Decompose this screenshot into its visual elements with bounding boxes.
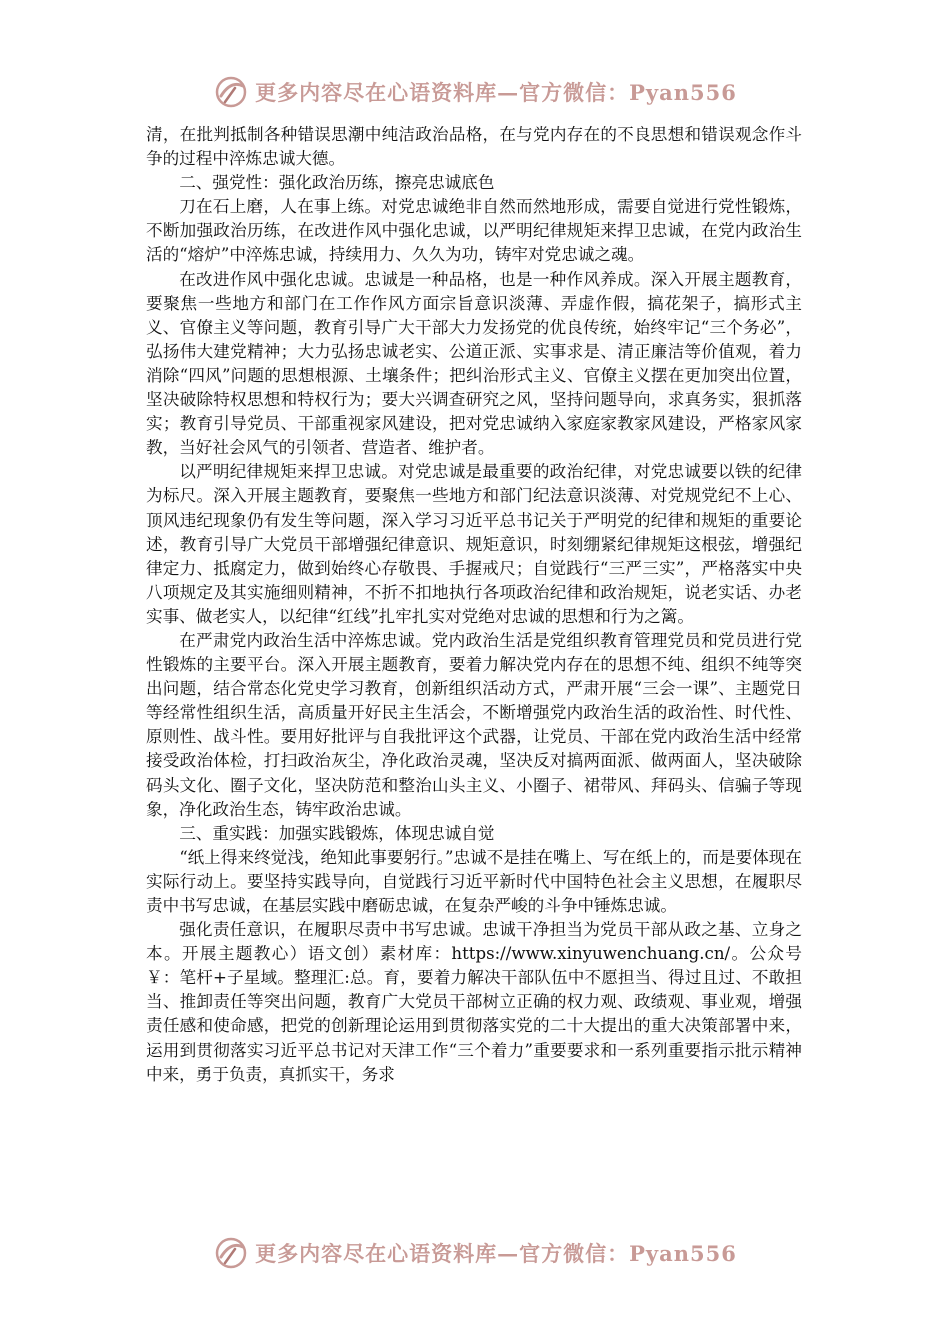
document-body	[146, 123, 802, 1087]
logo-icon	[213, 74, 249, 110]
paragraph: 在严肃党内政治生活中淬炼忠诚。党内政治生活是党组织教育管理党员和党员进行党性锻炼的主要平台。深入开展主题教育，要着力解决党内存在的思想不纯、组织不纯等突出问题，结合常态化党史学习教育，创新组织活动方式，严肃开展“三会一课”、主题党日等经常性组织生活，高质量开好民主生活会，不断增强党内政治生活的政治性、时代性、原则性、战斗性。要用好批评与自我批评这个武器，让党员、干部在党内政治生活中经常接受政治体检，打扫政治灰尘，净化政治灵魂，坚决反对搞两面派、做两面人，坚决破除码头文化、圈子文化，坚决防范和整治山头主义、小圈子、裙带风、拜码头、信骗子等现象，净化政治生态，铸牢政治忠诚。	[146, 630, 802, 819]
section-heading-2: 二、强党性：强化政治历练，擦亮忠诚底色	[179, 173, 495, 193]
paragraph: 强化责任意识，在履职尽责中书写忠诚。忠诚干净担当为党员干部从政之基、立身之本。开展主题教心）语文创）素材库：https://www.xinyuwenchuang.cn/。公众号￥：笔杆+子星域。整理汇:总。育，要着力解决干部队伍中不愿担当、得过且过、不敢担当、推卸责任等突出问题，教育广大党员干部树立正确的权力观、政绩观、事业观，增强责任感和使命感，把党的创新理论运用到贯彻落实党的二十大提出的重大决策部署中来，运用到贯彻落实习近平总书记对天津工作“三个着力”重要要求和一系列重要指示批示精神中来，勇于负责，真抓实干，务求	[146, 920, 802, 1084]
header-watermark	[0, 70, 950, 114]
paragraph: “纸上得来终觉浅，绝知此事要躬行。”忠诚不是挂在嘴上、写在纸上的，而是要体现在实际行动上。要坚持实践导向，自觉践行习近平新时代中国特色社会主义思想，在履职尽责中书写忠诚，在基层实践中磨砺忠诚，在复杂严峻的斗争中锤炼忠诚。	[146, 847, 802, 915]
paragraph-continuation: 清，在批判抵制各种错误思潮中纯洁政治品格，在与党内存在的不良思想和错误观念作斗争的过程中淬炼忠诚大德。	[146, 125, 802, 169]
paragraph: 以严明纪律规矩来捍卫忠诚。对党忠诚是最重要的政治纪律，对党忠诚要以铁的纪律为标尺。深入开展主题教育，要聚焦一些地方和部门纪法意识淡薄、对党规党纪不上心、顶风违纪现象仍有发生等问题，深入学习习近平总书记关于严明党的纪律和规矩的重要论述，教育引导广大党员干部增强纪律意识、规矩意识，时刻绷紧纪律规矩这根弦，增强纪律定力、抵腐定力，做到始终心存敬畏、手握戒尺；自觉践行“三严三实”，严格落实中央八项规定及其实施细则精神，不折不扣地执行各项政治纪律和政治规矩，说老实话、办老实事、做老实人，以纪律“红线”扎牢扎实对党绝对忠诚的思想和行为之篱。	[146, 462, 802, 626]
watermark-text: 更多内容尽在心语资料库—官方微信：Pyan556	[255, 1241, 737, 1266]
footer-watermark	[0, 1231, 950, 1275]
watermark-text: 更多内容尽在心语资料库—官方微信：Pyan556	[255, 80, 737, 105]
paragraph: 在改进作风中强化忠诚。忠诚是一种品格，也是一种作风养成。深入开展主题教育，要聚焦一些地方和部门在工作作风方面宗旨意识淡薄、弄虚作假，搞花架子，搞形式主义、官僚主义等问题，教育引导广大干部大力发扬党的优良传统，始终牢记“三个务必”，弘扬伟大建党精神；大力弘扬忠诚老实、公道正派、实事求是、清正廉洁等价值观，着力消除“四风”问题的思想根源、土壤条件；把纠治形式主义、官僚主义摆在更加突出位置，坚决破除特权思想和特权行为；要大兴调查研究之风，坚持问题导向，求真务实，狠抓落实；教育引导党员、干部重视家风建设，把对党忠诚纳入家庭家教家风建设，严格家风家教，当好社会风气的引领者、营造者、维护者。	[146, 269, 802, 458]
logo-icon	[213, 1235, 249, 1271]
paragraph: 刀在石上磨，人在事上练。对党忠诚绝非自然而然地形成，需要自觉进行党性锻炼，不断加强政治历练，在改进作风中强化忠诚，以严明纪律规矩来捍卫忠诚，在党内政治生活的“熔炉”中淬炼忠诚，持续用力、久久为功，铸牢对党忠诚之魂。	[146, 197, 802, 265]
section-heading-3: 三、重实践：加强实践锻炼，体现忠诚自觉	[179, 823, 495, 843]
